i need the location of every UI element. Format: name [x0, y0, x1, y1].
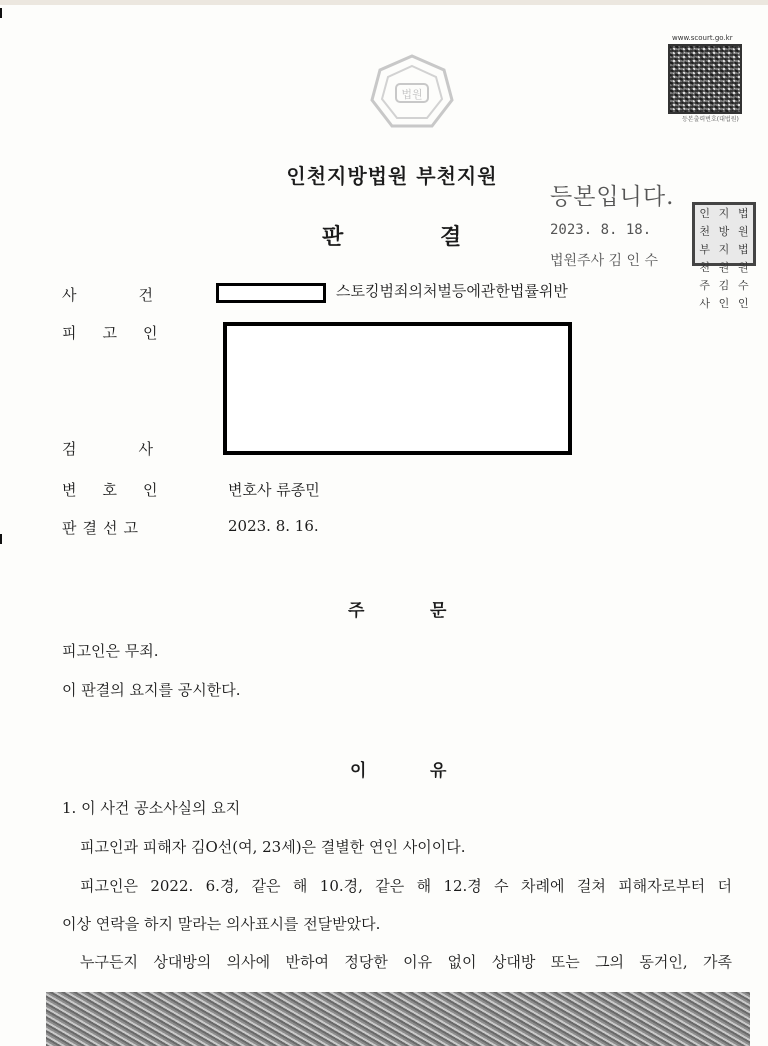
ruling-heading-char-2: 문	[430, 601, 447, 621]
defendant-label-char: 고	[102, 324, 117, 342]
sentence-label-char: 판	[62, 519, 77, 537]
official-seal-stamp	[692, 202, 756, 310]
ruling-line-1: 피고인은 무죄.	[62, 642, 159, 660]
sentence-label-char: 선	[103, 519, 118, 537]
seal-text: 법원	[401, 88, 423, 101]
counsel-label-char: 변	[62, 481, 77, 499]
defendant-label-char: 인	[143, 324, 158, 342]
certified-copy-stamp: 등본입니다.	[550, 184, 675, 210]
stamp-char: 수인	[738, 279, 749, 310]
prosecutor-label-char: 검	[62, 440, 77, 458]
sentence-label-char: 결	[82, 519, 97, 537]
top-edge	[0, 0, 768, 5]
qr-caption: 등본출력번호(대법원)	[682, 116, 739, 123]
document-title-char-1: 판	[322, 225, 344, 250]
court-seal-watermark	[368, 52, 456, 132]
case-label-char: 사	[62, 286, 77, 304]
reasons-paragraph-2-line-1: 피고인은 2022. 6.경, 같은 해 10.경, 같은 해 12.경 수 차례에 걸쳐 피해자로부터 더	[80, 877, 732, 895]
counsel-value: 변호사 류종민	[228, 481, 320, 499]
stamp-char: 지방	[718, 207, 730, 238]
stamp-char: 법원	[738, 243, 749, 274]
redacted-case-number	[216, 283, 326, 303]
counsel-label-char: 인	[143, 481, 158, 499]
counsel-label-char: 호	[102, 481, 117, 499]
scan-noise-footer	[46, 992, 750, 1046]
stamp-char: 주사	[699, 279, 710, 310]
stamp-char: 부천	[699, 243, 710, 274]
reasons-heading-char-1: 이	[350, 761, 367, 781]
counsel-label	[62, 479, 158, 500]
court-clerk: 법원주사 김 인 수	[550, 253, 659, 269]
sentence-date-value: 2023. 8. 16.	[228, 517, 319, 535]
reasons-heading-char-2: 유	[430, 761, 447, 781]
reasons-paragraph-1: 피고인과 피해자 김O선(여, 23세)은 결별한 연인 사이이다.	[80, 838, 466, 856]
defendant-label-char: 피	[62, 324, 77, 342]
stamp-char: 법원	[738, 207, 749, 238]
stamp-char: 인천	[699, 207, 710, 238]
defendant-label	[62, 322, 158, 343]
document-title-char-2: 결	[440, 225, 462, 250]
stamp-char: 지원	[718, 243, 730, 274]
prosecutor-label-char: 사	[138, 440, 153, 458]
reasons-paragraph-2-line-2: 이상 연락을 하지 말라는 의사표시를 전달받았다.	[62, 915, 381, 933]
section-1-heading: 1. 이 사건 공소사실의 요지	[62, 799, 241, 817]
case-name: 스토킹범죄의처벌등에관한법률위반	[336, 282, 568, 300]
sentence-date-label	[62, 517, 138, 538]
court-name: 인천지방법원 부천지원	[286, 164, 498, 188]
case-label	[62, 284, 153, 305]
redacted-defendant-info	[223, 322, 572, 455]
reasons-paragraph-3-line-1: 누구든지 상대방의 의사에 반하여 정당한 이유 없이 상대방 또는 그의 동거인, 가족	[80, 953, 732, 971]
website-url: www.scourt.go.kr	[672, 34, 733, 42]
qr-code	[668, 44, 742, 114]
scan-mark-middle	[0, 534, 6, 544]
stamp-char: 김인	[718, 279, 730, 310]
sentence-label-char: 고	[123, 519, 138, 537]
prosecutor-label	[62, 438, 153, 459]
ruling-line-2: 이 판결의 요지를 공시한다.	[62, 681, 241, 699]
case-label-char: 건	[138, 286, 153, 304]
scan-mark-top	[0, 8, 6, 18]
certified-date: 2023. 8. 18.	[550, 222, 652, 238]
ruling-heading-char-1: 주	[348, 601, 365, 621]
